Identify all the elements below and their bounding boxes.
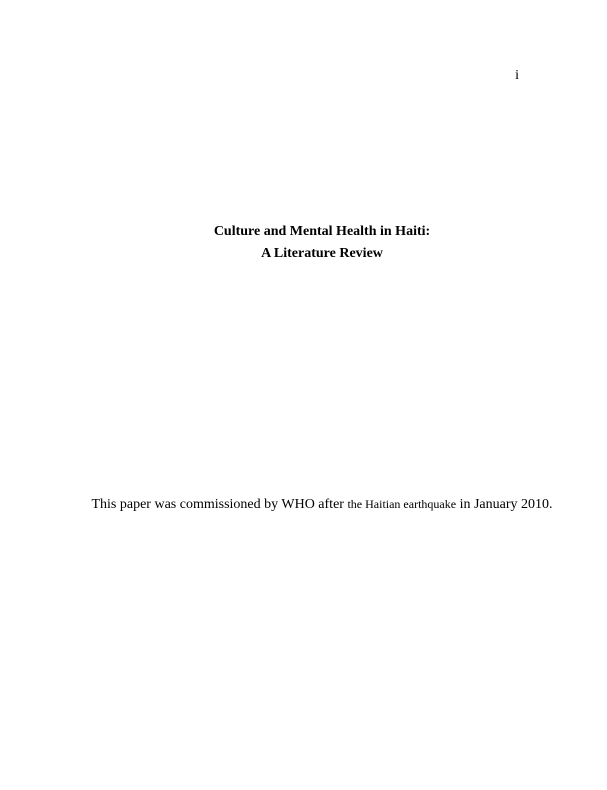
title-line-2: A Literature Review [261,246,383,261]
commission-note [37,493,607,516]
document-title [37,221,607,265]
commission-note-prefix: This paper was commissioned by WHO after [91,497,348,512]
title-line-1: Culture and Mental Health in Haiti: [213,224,431,239]
commission-note-suffix: in January 2010. [456,497,553,512]
commission-note-small-text: the Haitian earthquake [347,497,457,511]
page-number: i [515,68,519,83]
